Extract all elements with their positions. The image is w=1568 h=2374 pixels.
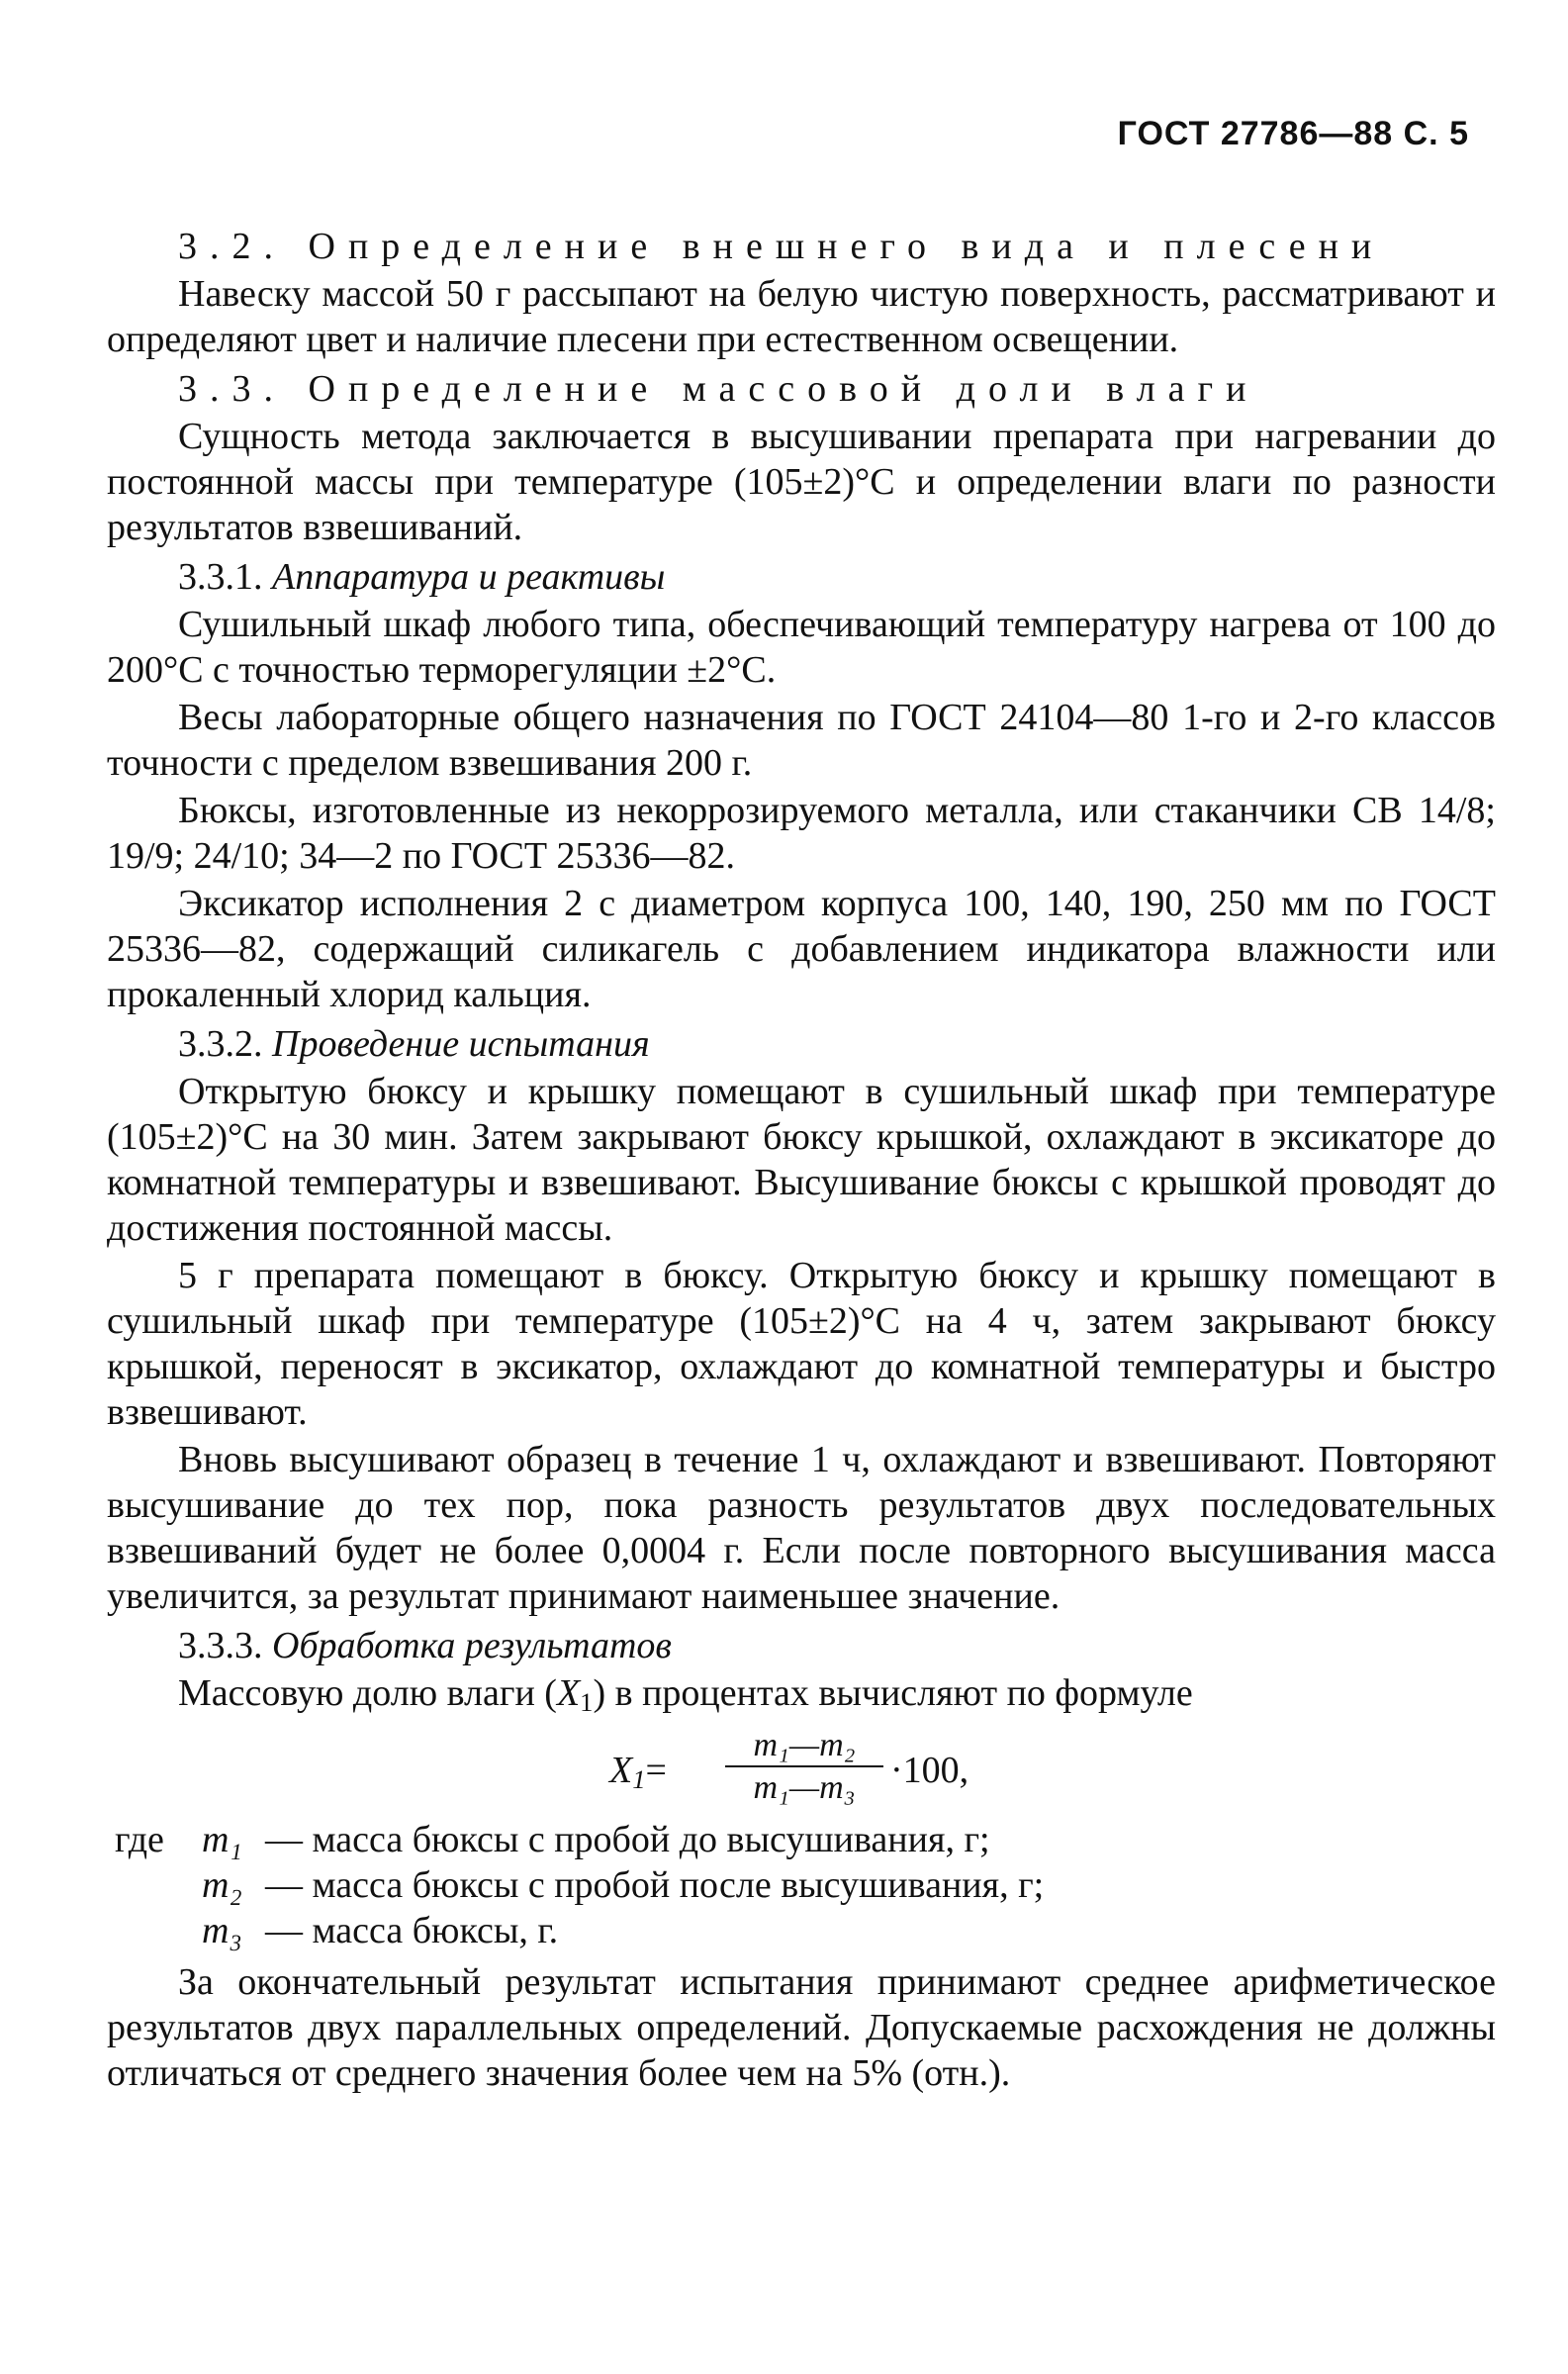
section-3-3-3-title: Обработка результатов [272,1625,672,1666]
final-paragraph: За окончательный результат испытания принимают среднее арифметическое результатов двух параллельных определений. Допускаемые расхождения не должны отличаться от среднего значения более чем на 5% (отн.). [107,1961,1496,2094]
variable-subscript: 1 [580,1687,594,1717]
section-3-3-title: 3.3. Определение массовой доли влаги [178,368,1259,410]
definition-text: — масса бюксы с пробой до высушивания, г; [265,1819,990,1860]
section-3-3-text: Сущность метода заключается в высушивании препарата при нагревании до постоянной массы при температуре (105±2)°С и определении влаги по разности результатов взвешиваний. [107,416,1496,548]
definition-text: — масса бюксы, г. [265,1910,559,1951]
formula-denominator: m₁—m₃ [753,1769,856,1806]
definition-text: — масса бюксы с пробой после высушивания, г; [265,1864,1045,1906]
document-body [107,220,1496,2098]
section-number: 3.3.1. [178,556,263,598]
variable: X [556,1672,581,1714]
paragraph: Вновь высушивают образец в течение 1 ч, охлаждают и взвешивают. Повторяют высушивание до тех пор, пока разность результатов двух последовательных взвешиваний будет не более 0,0004 г. Если после повторного высушивания масса увеличится, за результат принимают наименьшее значение. [107,1439,1496,1617]
section-3-3-1-title: Аппаратура и реактивы [272,556,666,598]
section-3-3-3-heading [107,1623,1496,1668]
section-3-3-2-title: Проведение испытания [272,1023,650,1065]
formula-subscript: 1 [632,1764,646,1794]
paragraph: Сушильный шкаф любого типа, обеспечивающий температуру нагрева от 100 до 200°С с точностью терморегуляции ±2°С. [107,604,1496,691]
paragraph: Весы лабораторные общего назначения по ГОСТ 24104—80 1-го и 2-го классов точности с пределом взвешивания 200 г. [107,697,1496,784]
section-number: 3.3.3. [178,1625,263,1666]
formula-lhs [609,1748,667,1793]
formula-intro-end: ) в процентах вычисляют по формуле [593,1672,1193,1714]
definition-row [107,1908,1496,1953]
formula-variable: X [609,1750,633,1791]
definition-symbol: m₂ [202,1864,242,1906]
formula-equals: = [645,1750,667,1791]
paragraph: 5 г препарата помещают в бюксу. Открытую бюксу и крышку помещают в сушильный шкаф при температуре (105±2)°С на 4 ч, затем закрывают бюксу крышкой, переносят в эксикатор, охлаждают до комнатной температуры и быстро взвешивают. [107,1255,1496,1433]
definition-symbol: m₃ [202,1910,242,1951]
section-3-2-text: Навеску массой 50 г рассыпают на белую чистую поверхность, рассматривают и определяют цвет и наличие плесени при естественном освещении. [107,273,1496,360]
formula-intro-start: Массовую долю влаги ( [178,1672,557,1714]
section-3-3-2-heading [107,1021,1496,1067]
formula-numerator: m₁—m₂ [725,1726,883,1767]
paragraph: Открытую бюксу и крышку помещают в сушильный шкаф при температуре (105±2)°С на 30 мин. Затем закрывают бюксу крышкой, охлаждают в эксикаторе до комнатной температуры и взвешивают. Высушивание бюксы с крышкой проводят до достижения постоянной массы. [107,1071,1496,1249]
section-number: 3.3.2. [178,1023,263,1065]
formula-intro [107,1670,1496,1716]
paragraph: Эксикатор исполнения 2 с диаметром корпуса 100, 140, 190, 250 мм по ГОСТ 25336—82, содержащий силикагель с добавлением индикатора влажности или прокаленный хлорид кальция. [107,883,1496,1015]
section-3-3-1-heading [107,554,1496,600]
formula-fraction [725,1726,883,1809]
definition-lead: где [115,1819,164,1860]
definition-row [107,1862,1496,1908]
formula-rhs: ·100, [890,1750,969,1791]
moisture-formula [107,1726,1496,1813]
page-header: ГОСТ 27786—88 С. 5 [1117,115,1469,152]
formula-definitions [107,1817,1496,1953]
section-3-2-title: 3.2. Определение внешнего вида и плесени [178,226,1385,267]
paragraph: Бюксы, изготовленные из некоррозируемого металла, или стаканчики СВ 14/8; 19/9; 24/10; 34—2 по ГОСТ 25336—82. [107,790,1496,877]
definition-symbol: m₁ [202,1819,242,1860]
definition-row [107,1817,1496,1862]
